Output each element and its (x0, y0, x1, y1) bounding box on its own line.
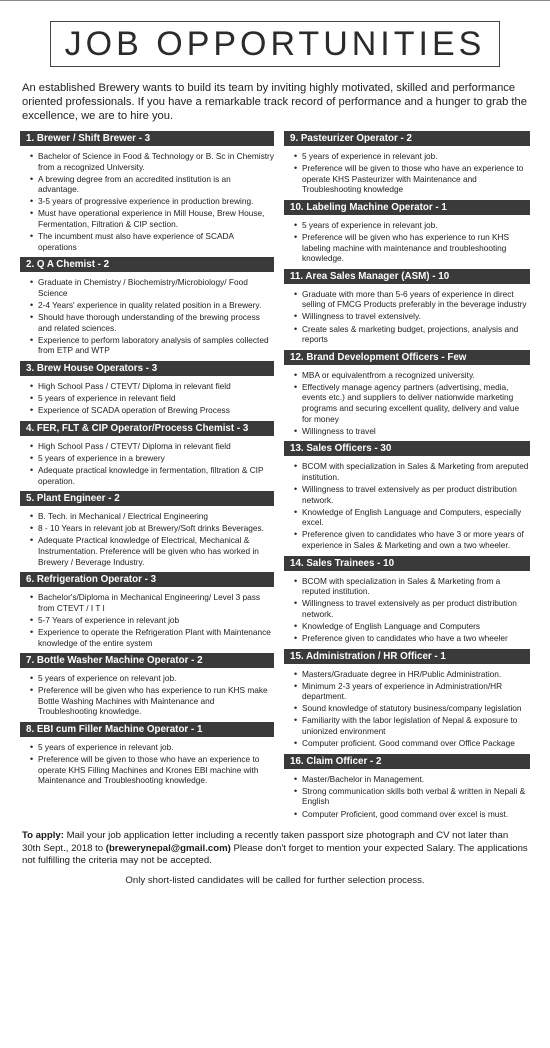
job-section (284, 350, 530, 437)
left-column (20, 131, 274, 824)
job-section (20, 131, 274, 252)
requirement-item: • Bachelor's/Diploma in Mechanical Engineering/ Level 3 pass from CTEVT / I T I (32, 592, 274, 613)
job-section (20, 257, 274, 356)
shortlist-note: Only short-listed candidates will be called for further selection process. (125, 875, 425, 887)
job-section (284, 131, 530, 195)
job-section-header: 14. Sales Trainees - 10 (284, 556, 530, 571)
job-section-header: 7. Bottle Washer Machine Operator - 2 (20, 653, 274, 668)
requirements-list (20, 673, 274, 717)
requirements-list (20, 592, 274, 648)
requirement-item: • Adequate practical knowledge in fermentation, filtration & CIP operation. (32, 465, 274, 486)
requirement-item: • Willingness to travel extensively. (296, 311, 530, 322)
job-section-header: 15. Administration / HR Officer - 1 (284, 649, 530, 664)
job-section-header: 4. FER, FLT & CIP Operator/Process Chemist - 3 (20, 421, 274, 436)
job-section (284, 200, 530, 264)
requirement-item: • Effectively manage agency partners (advertising, media, events etc.) and suppliers to deliver nationwide marketing programs and securing excellent quality, delivery and value for money (296, 382, 530, 424)
requirement-item: • The incumbent must also have experience of SCADA operations (32, 231, 274, 252)
requirement-item: • Willingness to travel (296, 426, 530, 437)
requirement-item: • 5 years of experience in a brewery (32, 453, 274, 464)
requirement-item: • Computer Proficient, good command over excel is must. (296, 809, 530, 820)
requirement-item: • 5 years of experience in relevant field (32, 393, 274, 404)
requirement-item: • MBA or equivalentfrom a recognized university. (296, 370, 530, 381)
requirements-list (20, 151, 274, 252)
job-section-header: 6. Refrigeration Operator - 3 (20, 572, 274, 587)
requirement-item: • A brewing degree from an accredited institution is an advantage. (32, 174, 274, 195)
job-section (284, 441, 530, 550)
job-section-header: 3. Brew House Operators - 3 (20, 361, 274, 376)
intro-paragraph: An established Brewery wants to build its team by inviting highly motivated, skilled and performance oriented professionals. If you have a remarkable track record of performance and a hunger to grab the excellence, we are to hire you. (22, 82, 527, 122)
requirement-item: • 5 years of experience in relevant job. (32, 742, 274, 753)
requirements-list (20, 277, 274, 356)
requirement-item: • Experience of SCADA operation of Brewing Process (32, 405, 274, 416)
requirement-item: • Familiarity with the labor legislation of Nepal & exposure to unionized environment (296, 715, 530, 736)
requirement-item: • Master/Bachelor in Management. (296, 774, 530, 785)
requirement-item: • Knowledge of English Language and Computers (296, 621, 530, 632)
requirements-list (284, 461, 530, 550)
requirement-item: • Preference will be given to those who have an experience to operate KHS Filling Machines and Krones EBI machine with Maintenance and Troubleshooting knowledge. (32, 754, 274, 786)
job-section-header: 5. Plant Engineer - 2 (20, 491, 274, 506)
requirement-item: • 3-5 years of progressive experience in production brewing. (32, 196, 274, 207)
requirements-list (20, 441, 274, 486)
job-section-header: 16. Claim Officer - 2 (284, 754, 530, 769)
job-section-header: 11. Area Sales Manager (ASM) - 10 (284, 269, 530, 284)
requirement-item: • Preference given to candidates who have a two wheeler (296, 633, 530, 644)
requirements-list (284, 289, 530, 345)
requirement-item: • Computer proficient. Good command over Office Package (296, 738, 530, 749)
requirement-item: • Minimum 2-3 years of experience in Administration/HR department. (296, 681, 530, 702)
requirement-item: • Preference will be given to those who have an experience to operate KHS Pasteurizer with Maintenance and Troubleshooting knowledge (296, 163, 530, 195)
job-section-header: 12. Brand Development Officers - Few (284, 350, 530, 365)
job-section (284, 269, 530, 345)
job-section-header: 13. Sales Officers - 30 (284, 441, 530, 456)
apply-label: To apply: (22, 830, 64, 842)
requirements-list (284, 220, 530, 264)
requirement-item: • BCOM with specialization in Sales & Marketing from areputed institution. (296, 461, 530, 482)
right-column (284, 131, 530, 824)
requirement-item: • High School Pass / CTEVT/ Diploma in relevant field (32, 441, 274, 452)
apply-instructions (22, 830, 528, 867)
apply-text-1: Mail your job application letter including a recently taken passport size photograph and CV not later than 30th Sept., 2018 to (22, 830, 509, 854)
job-section (20, 491, 274, 567)
requirement-item: • Preference will be given who has experience to run KHS labeling machine with maintenance and troubleshooting knowledge. (296, 232, 530, 264)
job-section-header: 9. Pasteurizer Operator - 2 (284, 131, 530, 146)
requirement-item: • BCOM with specialization in Sales & Marketing from a reputed institution. (296, 576, 530, 597)
requirements-list (284, 576, 530, 644)
requirement-item: • 2-4 Years' experience in quality related position in a Brewery. (32, 300, 274, 311)
requirements-list (20, 742, 274, 786)
requirement-item: • Preference given to candidates who have 3 or more years of experience in Sales & Marketing and own a two wheeler. (296, 529, 530, 550)
requirement-item: • Create sales & marketing budget, projections, analysis and reports (296, 324, 530, 345)
job-section (284, 754, 530, 819)
page-title: JOB OPPORTUNITIES (64, 24, 486, 63)
requirement-item: • 5-7 Years of experience in relevant job (32, 615, 274, 626)
requirement-item: • High School Pass / CTEVT/ Diploma in relevant field (32, 381, 274, 392)
job-section (20, 421, 274, 486)
job-section-header: 1. Brewer / Shift Brewer - 3 (20, 131, 274, 146)
job-section-header: 10. Labeling Machine Operator - 1 (284, 200, 530, 215)
job-section (20, 572, 274, 648)
requirement-item: • Masters/Graduate degree in HR/Public Administration. (296, 669, 530, 680)
requirement-item: • Preference will be given who has experience to run KHS make Bottle Washing Machines with Maintenance and Troubleshooting knowledge. (32, 685, 274, 717)
requirement-item: • Should have thorough understanding of the brewing process and related sciences. (32, 312, 274, 333)
job-section (20, 722, 274, 786)
requirement-item: • Experience to perform laboratory analysis of samples collected from ETP and WTP (32, 335, 274, 356)
requirement-item: • 5 years of experience in relevant job. (296, 151, 530, 162)
requirement-item: • Graduate in Chemistry / Biochemistry/Microbiology/ Food Science (32, 277, 274, 298)
job-columns (20, 131, 530, 824)
job-section-header: 2. Q A Chemist - 2 (20, 257, 274, 272)
apply-email: (brewerynepal@gmail.com) (105, 842, 231, 854)
requirement-item: • Willingness to travel extensively as per product distribution network. (296, 484, 530, 505)
job-section-header: 8. EBI cum Filler Machine Operator - 1 (20, 722, 274, 737)
requirement-item: • Strong communication skills both verbal & written in Nepali & English (296, 786, 530, 807)
job-section (20, 653, 274, 717)
requirement-item: • Knowledge of English Language and Computers, especially excel. (296, 507, 530, 528)
requirement-item: • Bachelor of Science in Food & Technology or B. Sc in Chemistry from a recognized University. (32, 151, 274, 172)
job-section (20, 361, 274, 416)
requirements-list (20, 511, 274, 567)
requirement-item: • Sound knowledge of statutory business/company legislation (296, 703, 530, 714)
requirement-item: • Willingness to travel extensively as per product distribution network. (296, 598, 530, 619)
apply-text-2: Please don't forget to mention your expected Salary. The applications not fulfilling the criteria may not be accepted. (22, 842, 528, 866)
requirements-list (20, 381, 274, 416)
requirement-item: • B. Tech. in Mechanical / Electrical Engineering (32, 511, 274, 522)
job-section (284, 649, 530, 749)
requirements-list (284, 669, 530, 749)
requirement-item: • 8 - 10 Years in relevant job at Brewery/Soft drinks Beverages. (32, 523, 274, 534)
requirements-list (284, 774, 530, 819)
requirements-list (284, 370, 530, 437)
requirement-item: • Adequate Practical knowledge of Electrical, Mechanical & Instrumentation. Preference will be given who has worked in Brewery / Beverage Industry. (32, 535, 274, 567)
requirement-item: • Experience to operate the Refrigeration Plant with Maintenance knowledge of the entire system (32, 627, 274, 648)
title-box (50, 21, 500, 67)
requirement-item: • 5 years of experience on relevant job. (32, 673, 274, 684)
requirement-item: • Graduate with more than 5-6 years of experience in direct selling of FMCG Products preferably in the beverage industry (296, 289, 530, 310)
requirement-item: • Must have operational experience in Mill House, Brew House, Fermentation, Filtration & CIP section. (32, 208, 274, 229)
requirements-list (284, 151, 530, 195)
job-section (284, 556, 530, 644)
requirement-item: • 5 years of experience in relevant job. (296, 220, 530, 231)
